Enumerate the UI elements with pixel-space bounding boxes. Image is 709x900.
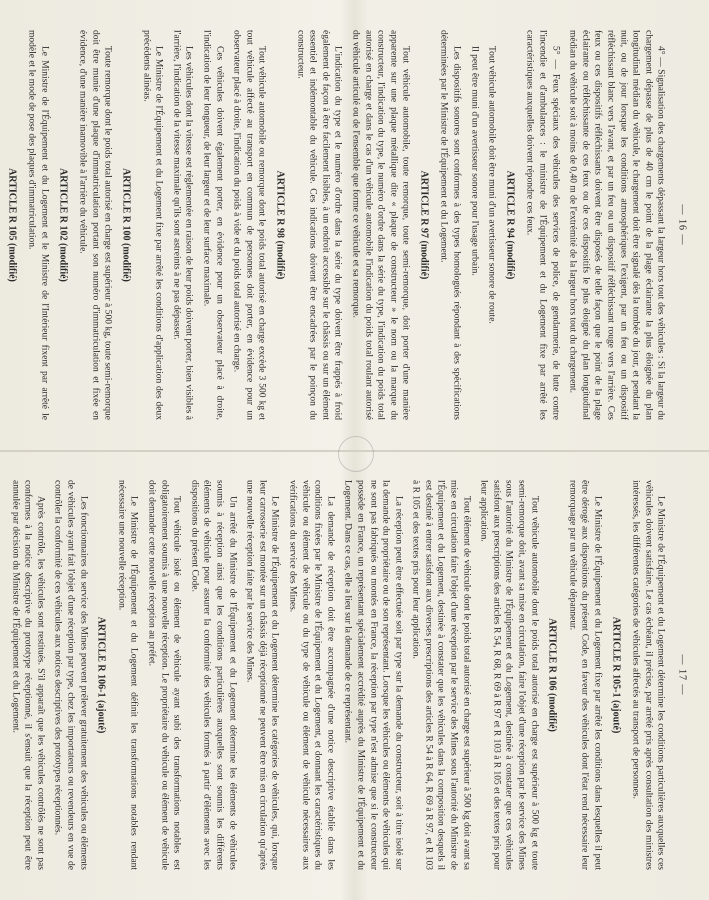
page-17 [0,450,709,900]
paragraph: La réception peut être effectuée soit par type sur la demande du constructeur, soit à titre isolé sur la demande du propriétaire ou de son représentant. Lorsque les véhicules ou éléments de véhicules qui ne sont pas fabriqués ou montés en France, la réception par type n'est admise que si le constructeur possède en France, un représentant spécialement accrédité auprès du Ministre de l'Équipement et du Logement. Dans ce cas, elle a lieu sur la demande de ce représentant. [342,480,403,870]
paragraph: Le Ministre de l'Équipement et du Logement et le Ministre de l'Intérieur fixent par arrêté le modèle et le mode de pose des plaques d'immatriculation. [26,30,50,420]
paragraph: Les dispositifs sonores sont conformes à des types homologués répondant à des spécifications déterminées par le Ministre de l'Équipement et du Logement. [438,30,462,420]
paragraph: Le Ministre de l'Équipement et du Logement détermine les catégories de véhicules, qui, lorsque leur carrosserie est montée sur un châssis déjà réceptionné ne peuvent être mis en circulation qu'après une nouvelle réception faite par le service des Mines. [244,480,280,870]
paragraph: Le Ministre de l'Équipement et du Logement détermine les conditions particulières auxquelles ces véhicules doivent satisfaire. Le cas échéant, il précise, par arrêté pris après consultation des ministres intéressés, les différentes catégories de véhicules affectés au transport de personnes. [630,480,666,870]
paragraph: Tout élément de véhicule dont le poids total autorisé en charge est supérieur à 500 kg doit avant sa mise en circulation faire l'objet d'une réception par le service des Mines sous l'autorité du Ministre de l'Équipement et du Logement, destinée à constater que les véhicules dans la composition desquels il est destiné à entrer satisfont aux diverses prescriptions des articles R 54 à R 64, R 69 à R 97, et R 103 à R 105 et des textes pris pour leur application. [410,480,471,870]
page-number: — 17 — [676,654,687,696]
article-heading: ARTICLE R 106 (modifié) [546,618,558,732]
paragraph: Les véhicules dont la vitesse est réglementée en raison de leur poids doivent porter, bien visibles à l'arrière, l'indication de la vitesse maximale qu'ils sont astreints à ne pas dépasser. [170,30,194,420]
page-body [0,30,666,420]
library-stamp [338,436,374,472]
article-heading: ARTICLE R 94 (modifié) [503,170,515,280]
paragraph: Un arrêté du Ministre de l'Équipement et du Logement détermine les éléments de véhicules soumis à réception ainsi que les conditions particulières auxquelles sont soumis les différents éléments de véhicule pour assurer la conformité des véhicules formés à partir d'éléments avec les dispositions du présent Code. [188,480,237,870]
paragraph: Le Ministre de l'Équipement et du Logement définit les transformations notables rendant nécessaire une nouvelle réception. [115,480,139,870]
paragraph: Le Ministre de l'Équipement et du Logement fixe par arrêté les conditions dans lesquelles il peut être dérogé aux dispositions du présent Code, en faveur des véhicules dont l'état rend nécessaire leur remorquage par un véhicule dépanneur. [566,480,603,870]
paragraph: Tout véhicule isolé ou élément de véhicule ayant subi des transformations notables est obligatoirement soumis à une nouvelle réception. Le propriétaire du véhicule ou élément de véhicule doit demander cette nouvelle réception au préfet. [146,480,182,870]
paragraph: Tout véhicule automobile ou remorque dont le poids total autorisé en charge excède 3 500 kg et tout véhicule affecté au transport en commun de personnes doit porter, en évidence pour un observateur placé à droite, l'indication du poids à vide et du poids total autorisé en charge. [231,30,267,420]
paragraph: Tout véhicule automobile doit être muni d'un avertisseur sonore de route. [486,46,497,324]
article-heading: ARTICLE R 105-1 (ajouté) [609,616,621,734]
page-body [8,480,666,870]
paragraph: Il peut être muni d'un avertisseur sonore pour l'usage urbain. [468,46,479,276]
paragraph: L'indication du type et le numéro d'ordre dans la série du type doivent être frappés à froid également de façon à être facilement lisibles, à un endroit accessible sur le châssis ou sur un élément essentiel et indémontable du véhicule. Ces indications doivent être encadrées par le poinçon du constructeur. [294,30,343,420]
article-heading: ARTICLE R 97 (modifié) [417,170,429,280]
paragraph: La demande de réception doit être accompagnée d'une notice descriptive établie dans les conditions fixées par le Ministre de l'Équipement et du Logement, et donnant les caractéristiques du véhicule ou élément de véhicule ou du type de véhicule ou élément de véhicule nécessaires aux vérifications du service des Mines. [286,480,335,870]
paragraph: Le Ministre de l'Équipement et du Logement fixe par arrêté les conditions d'application des deux précédents alinéas. [140,30,164,420]
paragraph: Tout véhicule automobile, toute remorque, toute semi-remorque, doit porter d'une manière apparente sur une plaque métallique dite « plaque de constructeur » le nom ou la marque du constructeur, l'indication du type, le numéro d'ordre dans la série du type, l'indication du poids total autorisé en charge et dans le cas d'un véhicule automobile l'indication du poids total roulant autorisé du véhicule articulé ou de l'ensemble que forme ce véhicule et sa remorque. [349,30,411,420]
paragraph: Toute remorque dont le poids total autorisé en charge est supérieur à 500 kg, toute semi-remorque doit être munie d'une plaque d'immatriculation portant son numéro d'immatriculation et fixée en évidence, d'une manière inamovible à l'arrière du véhicule. [77,30,113,420]
paragraph: Tout véhicule automobile dont le poids total autorisé en charge est supérieur à 500 kg et toute semi-remorque doit, avant sa mise en circulation, faire l'objet d'une réception par le service des Mines sous l'autorité du Ministre de l'Équipement et du Logement, destinée à constater que ces véhicules satisfont aux prescriptions des articles R 54, R 68, R 69 à R 97 et R 103 à R 105 et des textes pris pour leur application. [478,480,539,870]
paragraph: Après contrôle, les véhicules sont restitués. S'il apparaît que les véhicules contrôlés ne sont pas conformes à la notice descriptive du prototype réceptionné, il s'ensuit que la réception peut être annulée par décision du Ministre de l'Équipement et du Logement. [9,480,45,870]
paragraph: Les fonctionnaires du service des Mines peuvent prélever gratuitement des véhicules ou éléments de véhicules ayant fait l'objet d'une réception par type, chez les importateurs ou revendeurs en vue de contrôler la conformité de ces véhicules aux notices descriptives des prototypes réceptionnés. [52,480,88,870]
paragraph: 5° — Feux spéciaux des véhicules des services de police, de gendarmerie, de lutte contre l'incendie et d'ambulances : le ministre de l'Équipement et du Logement fixe par arrêté les caractéristiques auxquelles doivent répondre ces feux. [524,30,560,420]
article-heading: ARTICLE R 98 (modifié) [273,170,285,280]
article-heading: ARTICLE R 105 (modifié) [5,168,17,282]
paragraph: 4° — Signalisation des chargements dépassant la largeur hors tout des véhicules : Si la largeur du chargement dépasse de plus de 40 cm le point de la plage éclairante la plus éloignée du plan longitudinal médian du véhicule, le chargement doit être signalé dès la tombée du jour, et pendant la nuit, ou de jour lorsque les conditions atmosphériques l'exigent, par un feu ou un dispositif réfléchissant blanc vers l'avant, et par un feu ou un dispositif réfléchissant rouge vers l'arrière. Ces feux ou ces dispositifs réfléchissants doivent être disposés de telle façon que le point de la plage éclairante ou réfléchissante de ces feux ou de ces dispositifs le plus éloigné du plan longitudinal médian du véhicule soit à moins de 0,40 m de l'extrémité de la largeur hors tout du chargement. [567,30,666,420]
article-heading: ARTICLE R 106-1 (ajouté) [95,616,107,734]
paragraph: Ces véhicules doivent également porter, en évidence pour un observateur placé à droite, l'indication de leur longueur, de leur largeur et de leur surface maximale. [201,30,224,420]
article-heading: ARTICLE R 100 (modifié) [120,168,132,282]
article-heading: ARTICLE R 102 (modifié) [56,168,68,282]
page-number: — 16 — [676,204,687,246]
